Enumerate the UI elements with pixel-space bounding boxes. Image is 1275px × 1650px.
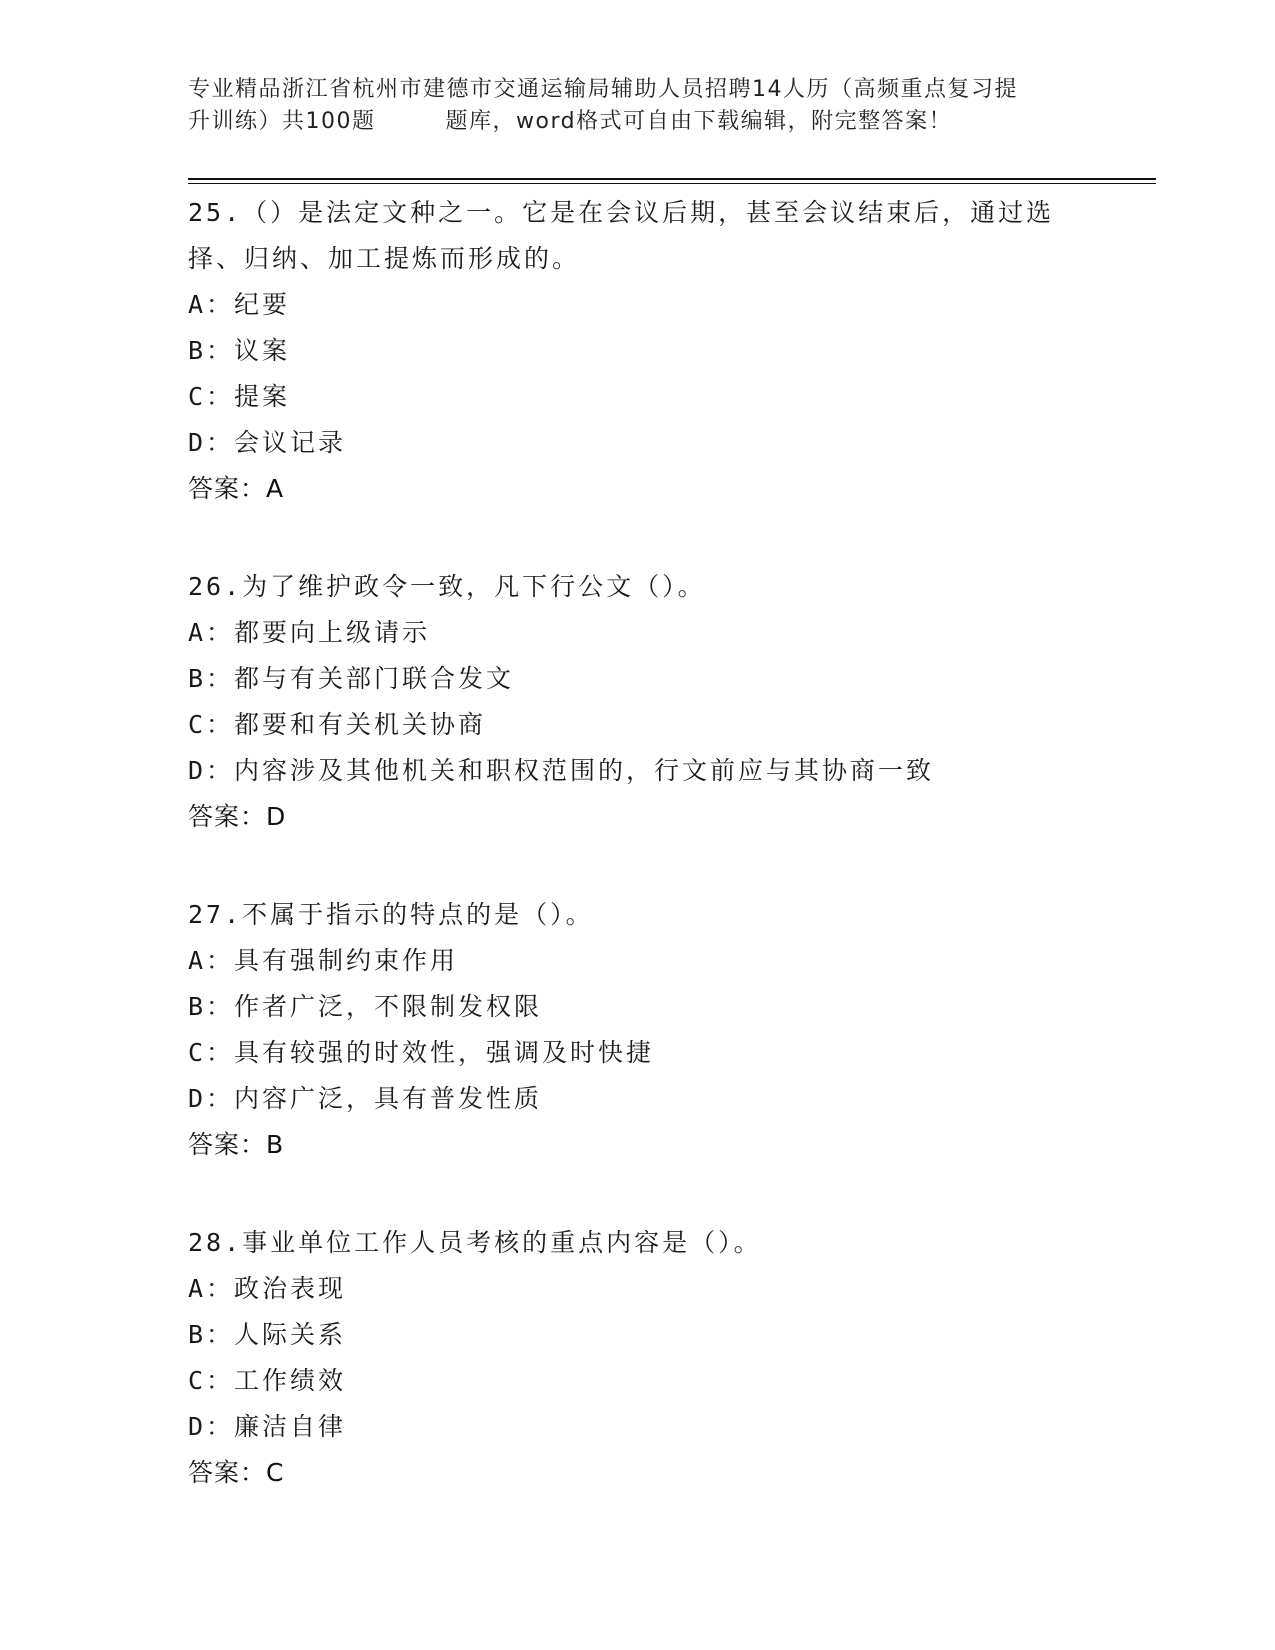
header-divider-thick (188, 178, 1156, 180)
option-a: A：都要向上级请示 (188, 618, 431, 647)
question-stem: 25.（）是法定文种之一。它是在会议后期，甚至会议结束后，通过选择、归纳、加工提炼而形成的。 (188, 198, 1055, 273)
option-b: B：议案 (188, 336, 291, 365)
header-line-2-part-1: 升训练）共100题 (188, 109, 376, 134)
answer: 答案：D (188, 802, 287, 831)
option-a: A：具有强制约束作用 (188, 946, 459, 975)
option-d: D：廉洁自律 (188, 1412, 347, 1441)
option-c: C：具有较强的时效性，强调及时快捷 (188, 1038, 655, 1067)
question-stem: 27.不属于指示的特点的是（）。 (188, 900, 594, 929)
option-a: A：纪要 (188, 290, 291, 319)
option-d: D：内容广泛，具有普发性质 (188, 1084, 543, 1113)
question-27 (188, 892, 1088, 1168)
option-c: C：工作绩效 (188, 1366, 347, 1395)
question-25 (188, 190, 1088, 512)
answer: 答案：C (188, 1458, 285, 1487)
header-line-2 (188, 106, 1088, 138)
header-line-2-part-2: 题库，word格式可自由下载编辑，附完整答案！ (445, 109, 953, 134)
document-header (188, 74, 1088, 138)
question-stem: 28.事业单位工作人员考核的重点内容是（）。 (188, 1228, 762, 1257)
question-stem: 26.为了维护政令一致，凡下行公文（）。 (188, 572, 706, 601)
question-28 (188, 1220, 1088, 1496)
option-c: C：提案 (188, 382, 291, 411)
question-26 (188, 564, 1088, 840)
answer: 答案：A (188, 474, 285, 503)
option-b: B：都与有关部门联合发文 (188, 664, 515, 693)
option-c: C：都要和有关机关协商 (188, 710, 487, 739)
option-b: B：作者广泛，不限制发权限 (188, 992, 543, 1021)
option-b: B：人际关系 (188, 1320, 347, 1349)
option-d: D：会议记录 (188, 428, 347, 457)
header-divider-thin (188, 183, 1156, 184)
header-line-1: 专业精品浙江省杭州市建德市交通运输局辅助人员招聘14人历（高频重点复习提 (188, 77, 1018, 102)
answer: 答案：B (188, 1130, 285, 1159)
option-d: D：内容涉及其他机关和职权范围的，行文前应与其协商一致 (188, 756, 935, 785)
option-a: A：政治表现 (188, 1274, 347, 1303)
question-list (188, 190, 1088, 1548)
